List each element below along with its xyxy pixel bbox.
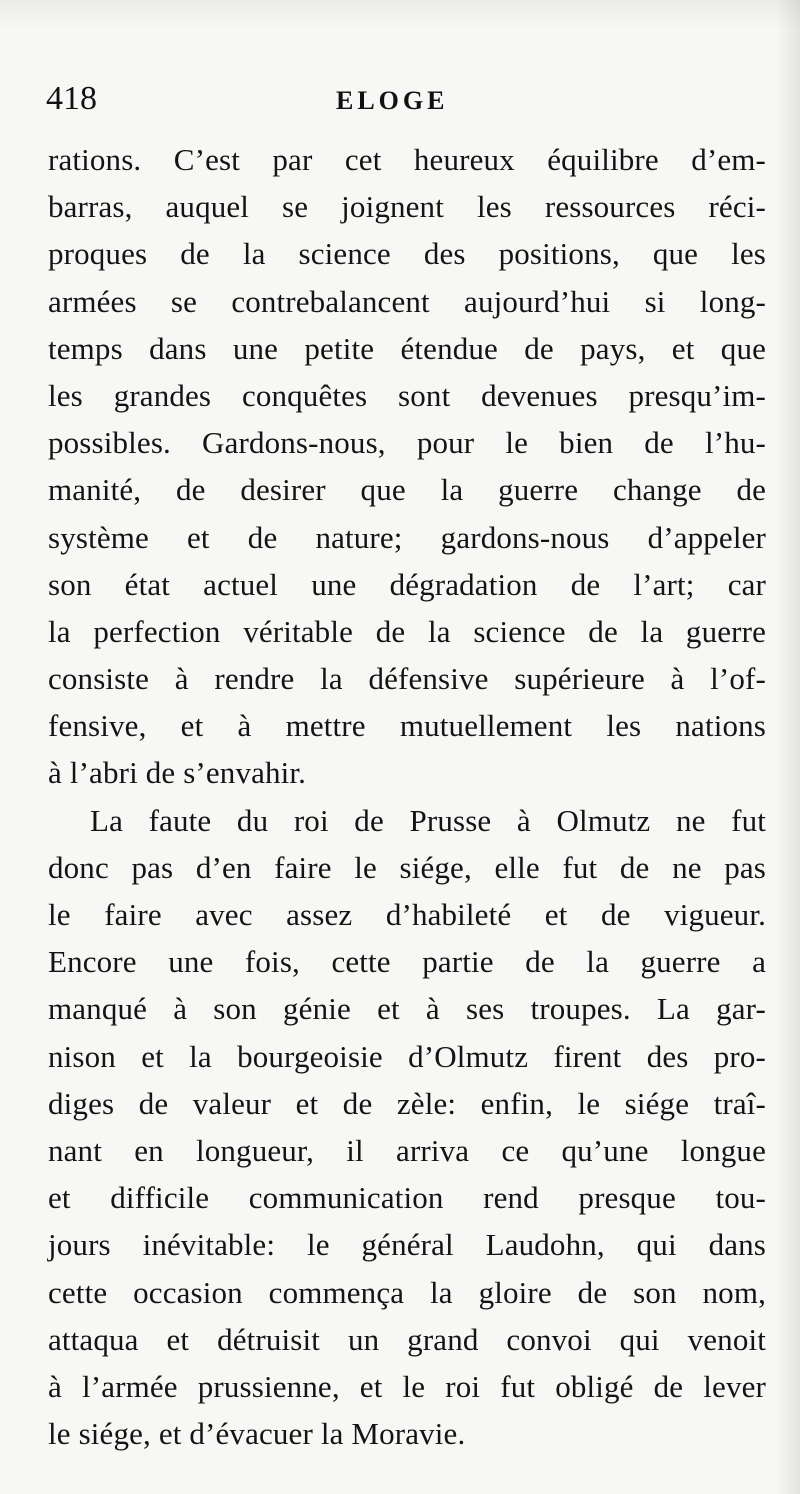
text-line: et difficile communication rend presque tou- bbox=[48, 1180, 766, 1216]
paragraph bbox=[48, 797, 766, 1458]
text-line: cette occasion commença la gloire de son nom, bbox=[48, 1274, 766, 1310]
text-line: Encore une fois, cette partie de la guerre a bbox=[48, 944, 766, 980]
text-line: manqué à son génie et à ses troupes. La gar- bbox=[48, 991, 766, 1027]
text-line: La faute du roi de Prusse à Olmutz ne fut bbox=[90, 802, 766, 838]
text-line: système et de nature; gardons-nous d’appeler bbox=[48, 519, 766, 555]
scan-shading-top bbox=[0, 0, 800, 30]
body-text bbox=[48, 136, 766, 1457]
text-line: manité, de desirer que la guerre change de bbox=[48, 472, 766, 508]
text-line: nison et la bourgeoisie d’Olmutz firent des pro- bbox=[48, 1038, 766, 1074]
text-line: proques de la science des positions, que les bbox=[48, 236, 766, 272]
text-line: à l’armée prussienne, et le roi fut obligé de lever bbox=[48, 1368, 766, 1404]
text-line: attaqua et détruisit un grand convoi qui venoit bbox=[48, 1321, 766, 1357]
text-line: le faire avec assez d’habileté et de vigueur. bbox=[48, 897, 766, 932]
page-number: 418 bbox=[46, 80, 97, 117]
text-line: la perfection véritable de la science de la guerre bbox=[48, 613, 766, 649]
text-line: les grandes conquêtes sont devenues presqu’im- bbox=[48, 377, 766, 413]
text-line: barras, auquel se joignent les ressources réci- bbox=[48, 189, 766, 225]
text-line: fensive, et à mettre mutuellement les nations bbox=[48, 708, 766, 744]
text-line: son état actuel une dégradation de l’art; car bbox=[48, 566, 766, 602]
text-line: temps dans une petite étendue de pays, et que bbox=[48, 330, 766, 366]
text-line: à l’abri de s’envahir. bbox=[48, 755, 307, 791]
text-line: diges de valeur et de zèle: enfin, le siége traî- bbox=[48, 1085, 766, 1121]
scan-shading-edge bbox=[776, 0, 800, 1494]
text-line: possibles. Gardons-nous, pour le bien de l’hu- bbox=[48, 425, 766, 461]
text-line: consiste à rendre la défensive supérieure à l’of- bbox=[48, 661, 766, 697]
text-line: donc pas d’en faire le siége, elle fut de ne pas bbox=[48, 849, 766, 885]
running-head: ELOGE bbox=[336, 86, 449, 115]
text-line: le siége, et d’évacuer la Moravie. bbox=[48, 1416, 466, 1452]
page-header bbox=[46, 80, 766, 130]
text-line: rations. C’est par cet heureux équilibre d’em- bbox=[48, 142, 766, 177]
text-line: armées se contrebalancent aujourd’hui si long- bbox=[48, 283, 766, 319]
text-line: nant en longueur, il arriva ce qu’une longue bbox=[48, 1132, 766, 1168]
paragraph bbox=[48, 136, 766, 797]
text-line: jours inévitable: le général Laudohn, qui dans bbox=[48, 1227, 766, 1263]
